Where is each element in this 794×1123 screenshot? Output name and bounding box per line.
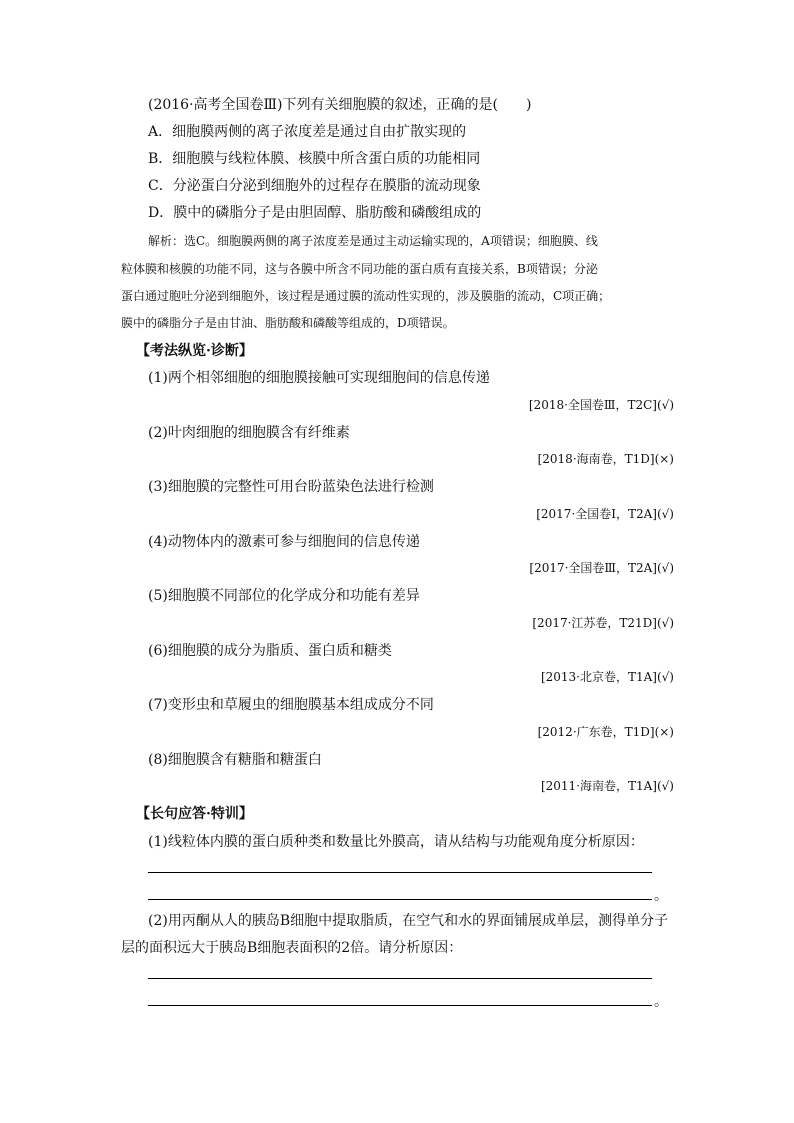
diagnosis-item: (6)细胞膜的成分为脂质、蛋白质和糖类 [148, 643, 392, 659]
training-question-2-cont: 层的面积远大于胰岛B细胞表面积的2倍。请分析原因： [121, 940, 463, 956]
analysis-line: 蛋白通过胞吐分泌到细胞外，该过程是通过膜的流动性实现的，涉及膜脂的流动，C项正确； [121, 289, 611, 303]
diagnosis-item: (5)细胞膜不同部位的化学成分和功能有差异 [148, 588, 420, 604]
diagnosis-source: [2012·广东卷，T1D](×) [537, 725, 674, 739]
diagnosis-item: (2)叶肉细胞的细胞膜含有纤维素 [148, 425, 350, 441]
diagnosis-source: [2017·全国卷Ⅲ，T2A](√) [529, 561, 674, 575]
diagnosis-item: (8)细胞膜含有糖脂和糖蛋白 [148, 752, 322, 768]
diagnosis-item: (7)变形虫和草履虫的细胞膜基本组成成分不同 [148, 697, 434, 713]
option-b: B．细胞膜与线粒体膜、核膜中所含蛋白质的功能相同 [148, 151, 481, 167]
diagnosis-item: (1)两个相邻细胞的细胞膜接触可实现细胞间的信息传递 [148, 370, 490, 386]
answer-blank-line[interactable] [148, 899, 652, 900]
diagnosis-item: (3)细胞膜的完整性可用台盼蓝染色法进行检测 [148, 479, 434, 495]
end-period: 。 [654, 888, 668, 904]
option-d: D．膜中的磷脂分子是由胆固醇、脂肪酸和磷酸组成的 [148, 205, 482, 221]
question-stem: (2016·高考全国卷Ⅲ)下列有关细胞膜的叙述，正确的是( ) [148, 97, 532, 113]
training-question-1: (1)线粒体内膜的蛋白质种类和数量比外膜高，请从结构与功能观角度分析原因： [148, 834, 644, 850]
diagnosis-source: [2011·海南卷，T1A](√) [540, 779, 674, 793]
analysis-line: 粒体膜和核膜的功能不同，这与各膜中所含不同功能的蛋白质有直接关系，B项错误；分泌 [121, 262, 598, 276]
answer-blank-line[interactable] [148, 978, 652, 979]
diagnosis-item: (4)动物体内的激素可参与细胞间的信息传递 [148, 534, 420, 550]
option-c: C．分泌蛋白分泌到细胞外的过程存在膜脂的流动现象 [148, 178, 481, 194]
diagnosis-source: [2018·海南卷，T1D](×) [537, 452, 674, 466]
option-a: A．细胞膜两侧的离子浓度差是通过自由扩散实现的 [148, 124, 467, 140]
diagnosis-source: [2017·江苏卷，T21D](√) [532, 616, 674, 630]
training-heading: 【长句应答·特训】 [136, 806, 253, 822]
diagnosis-source: [2017·全国卷Ⅰ，T2A](√) [536, 507, 674, 521]
end-period: 。 [654, 994, 668, 1010]
answer-blank-line[interactable] [148, 872, 652, 873]
diagnosis-source: [2018·全国卷Ⅲ，T2C](√) [528, 398, 674, 412]
diagnosis-heading: 【考法纵览·诊断】 [136, 343, 253, 359]
diagnosis-source: [2013·北京卷，T1A](√) [540, 670, 674, 684]
answer-blank-line[interactable] [148, 1005, 652, 1006]
analysis-line: 解析：选C。细胞膜两侧的离子浓度差是通过主动运输实现的，A项错误；细胞膜、线 [148, 234, 598, 248]
analysis-line: 膜中的磷脂分子是由甘油、脂肪酸和磷酸等组成的，D项错误。 [121, 316, 455, 330]
training-question-2: (2)用丙酮从人的胰岛B细胞中提取脂质，在空气和水的界面铺展成单层，测得单分子 [148, 913, 669, 929]
